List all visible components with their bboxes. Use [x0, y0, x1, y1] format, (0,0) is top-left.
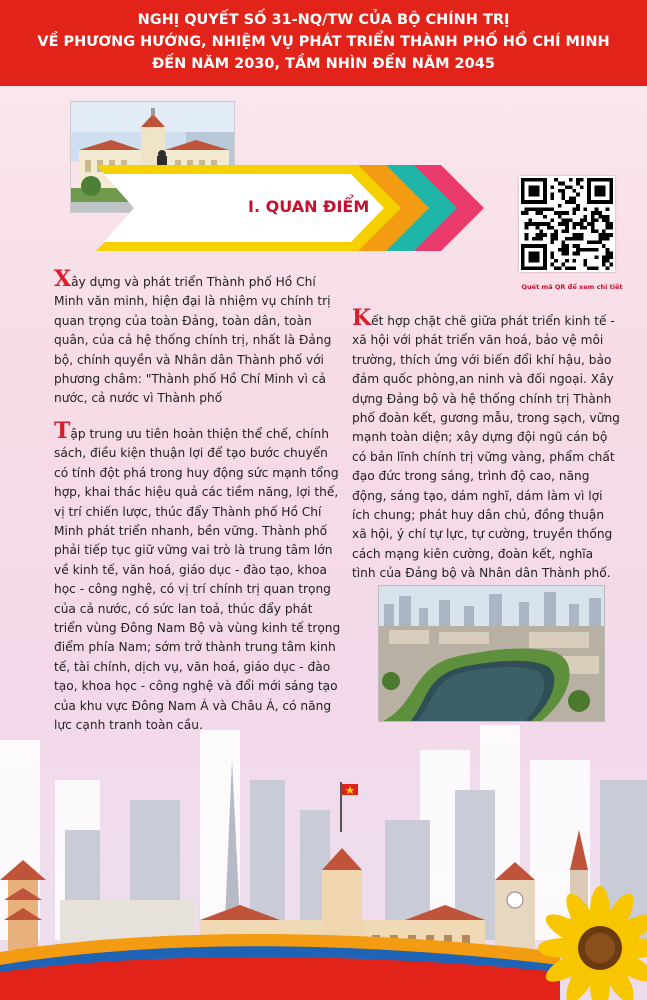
paragraph-1-text: ây dựng và phát triển Thành phố Hồ Chí Minh văn minh, hiện đại là nhiệm vụ chính trị quan trọng của toàn Đảng, toàn dân, toàn quân, của cả hệ thống chính trị, nhất là Đảng bộ, chính quyền và Nhân dân Thành phố với phương châm: "Thành phố Hồ Chí Minh vì cả nước, cả nước vì Thành phố — [54, 275, 332, 406]
section-title: I. QUAN ĐIỂM — [248, 197, 370, 216]
paragraph-3-text: ết hợp chặt chẽ giữa phát triển kinh tế - xã hội với phát triển văn hoá, bảo vệ môi trường, thích ứng với biến đổi khí hậu, bảo đảm quốc phòng,an ninh và đối ngoại. Xây dựng Đảng bộ và hệ thống chính trị Thành phố đoàn kết, gương mẫu, trong sạch, vững mạnh toàn diện; xây dựng đội ngũ cán bộ có bản lĩnh chính trị vững vàng, phẩm chất đạo đức trong sáng, trình độ cao, năng động, sáng tạo, dám nghĩ, dám làm vì lợi ích chung; phát huy dân chủ, đồng thuận xã hội, ý chí tự lực, tự cường, truyền thống cách mạng kiên cường, đoàn kết, nghĩa tình của Đảng bộ và Nhân dân Thành phố. — [352, 314, 620, 581]
header-line-1: NGHỊ QUYẾT SỐ 31-NQ/TW CỦA BỘ CHÍNH TRỊ — [137, 12, 510, 28]
qr-code-icon — [521, 178, 613, 270]
dropcap-2: T — [54, 418, 71, 444]
city-skyline-illustration — [0, 720, 647, 1000]
paragraph-2-text: ập trung ưu tiên hoàn thiện thể chế, chính sách, điều kiện thuận lợi để tạo bước chuyển có tính đột phá trong huy động sức mạnh tổng hợp, khai thác hiệu quả các tiềm năng, lợi thế, vị trí chiến lược, thúc đẩy Thành phố Hồ Chí Minh phát triển nhanh, bền vững. Thành phố phải tiếp tục giữ vững vai trò là trung tâm lớn về kinh tế, văn hoá, giáo dục - đào tạo, khoa học - công nghệ, có vị trí chính trị quan trọng của cả nước, có sức lan toả, thúc đẩy phát triển vùng Đông Nam Bộ và vùng kinh tế trọng điểm phía Nam; sớm trở thành trung tâm kinh tế, tài chính, dịch vụ, văn hoá, giáo dục - đào tạo, khoa học - công nghệ và đổi mới sáng tạo của khu vực Đông Nam Á và Châu Á, có năng — [54, 427, 341, 713]
canal-photo — [378, 585, 605, 722]
qr-code[interactable] — [519, 176, 615, 272]
paragraph-3 — [352, 305, 620, 584]
dropcap-3: K — [352, 305, 372, 331]
qr-caption: Quét mã QR để xem chi tiết — [521, 283, 623, 291]
poster-header — [0, 0, 647, 86]
header-line-2: VỀ PHƯƠNG HƯỚNG, NHIỆM VỤ PHÁT TRIỂN THÀNH PHỐ HỒ CHÍ MINH — [37, 34, 610, 50]
paragraph-2 — [54, 418, 344, 736]
header-line-3: ĐẾN NĂM 2030, TẦM NHÌN ĐẾN NĂM 2045 — [152, 56, 495, 72]
paragraph-1 — [54, 266, 334, 409]
dropcap-1: X — [54, 266, 72, 292]
